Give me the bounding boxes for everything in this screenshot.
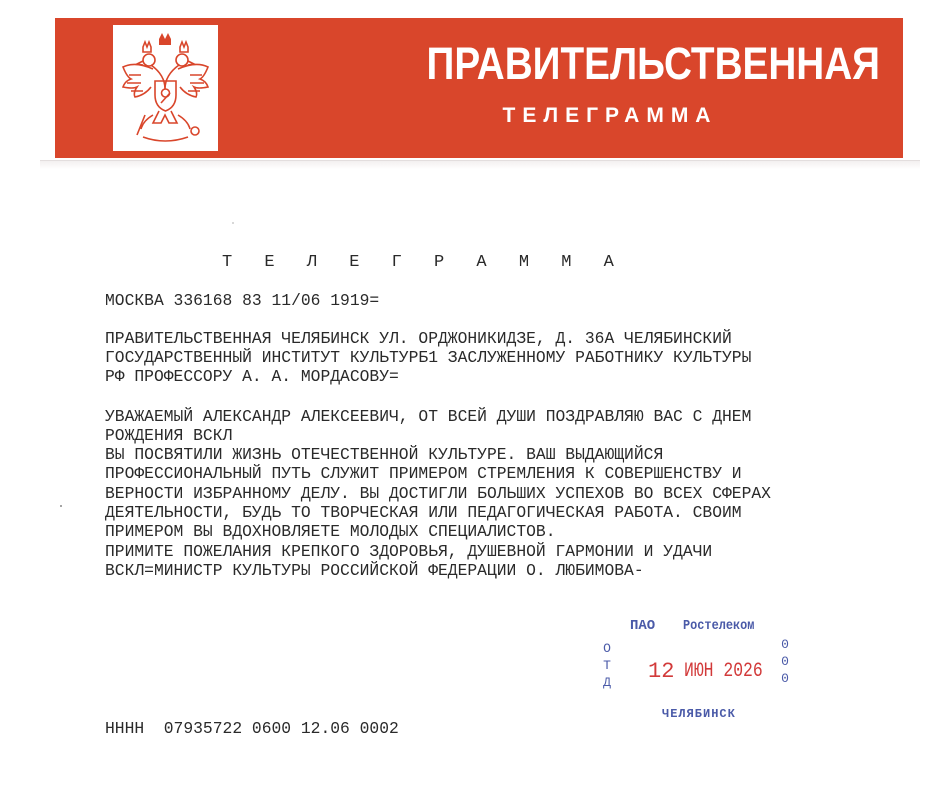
footer-service-line: НННН 07935722 0600 12.06 0002	[105, 720, 399, 739]
signature-line: ВСКЛ=МИНИСТР КУЛЬТУРЫ РОССИЙСКОЙ ФЕДЕРАЦИИ О. ЛЮБИМОВА-	[105, 562, 644, 581]
stamp-letter: Д	[603, 675, 611, 690]
address-line: ПРАВИТЕЛЬСТВЕННАЯ ЧЕЛЯБИНСК УЛ. ОРДЖОНИКИДЗЕ, Д. 36А ЧЕЛЯБИНСКИЙ	[105, 330, 732, 349]
body-line: ПРОФЕССИОНАЛЬНЫЙ ПУТЬ СЛУЖИТ ПРИМЕРОМ СТРЕМЛЕНИЯ К СОВЕРШЕНСТВУ И	[105, 465, 742, 484]
stamp-org-name: Ростелеком	[683, 618, 755, 634]
coat-of-arms-emblem	[113, 25, 218, 151]
stamp-digit: 0	[781, 671, 789, 686]
body-line: ПРИМЕРОМ ВЫ ВДОХНОВЛЯЕТЕ МОЛОДЫХ СПЕЦИАЛИСТОВ.	[105, 523, 556, 542]
stamp-month-year: ИЮН 2026	[684, 660, 763, 683]
stamp-day: 12	[648, 659, 675, 684]
header-banner	[55, 18, 903, 158]
stamp-city: ЧЕЛЯБИНСК	[662, 707, 736, 721]
address-line: РФ ПРОФЕССОРУ А. А. МОРДАСОВУ=	[105, 368, 399, 387]
stamp-letter: О	[603, 641, 611, 656]
telegram-heading: Т Е Л Е Г Р А М М А	[222, 253, 625, 272]
body-line: УВАЖАЕМЫЙ АЛЕКСАНДР АЛЕКСЕЕВИЧ, ОТ ВСЕЙ ДУШИ ПОЗДРАВЛЯЮ ВАС С ДНЕМ	[105, 408, 752, 427]
body-line: РОЖДЕНИЯ ВСКЛ	[105, 427, 233, 446]
body-line: ВЕРНОСТИ ИЗБРАННОМУ ДЕЛУ. ВЫ ДОСТИГЛИ БОЛЬШИХ УСПЕХОВ ВО ВСЕХ СФЕРАХ	[105, 485, 771, 504]
banner-title: ПРАВИТЕЛЬСТВЕННАЯ	[426, 38, 880, 89]
origin-line: МОСКВА 336168 83 11/06 1919=	[105, 292, 380, 311]
stamp-letter: Т	[603, 658, 611, 673]
stamp-digit: 0	[781, 637, 789, 652]
tear-line-divider	[40, 160, 920, 169]
stamp-dept-letters	[600, 640, 614, 691]
double-headed-eagle-icon	[113, 25, 218, 151]
stamp-right-digits	[778, 636, 792, 687]
body-line: ДЕЯТЕЛЬНОСТИ, БУДЬ ТО ТВОРЧЕСКАЯ ИЛИ ПЕДАГОГИЧЕСКАЯ РАБОТА. СВОИМ	[105, 504, 742, 523]
banner-subtitle: ТЕЛЕГРАММА	[502, 104, 718, 127]
scan-speck	[60, 505, 62, 507]
body-line: ВЫ ПОСВЯТИЛИ ЖИЗНЬ ОТЕЧЕСТВЕННОЙ КУЛЬТУРЕ. ВАШ ВЫДАЮЩИЙСЯ	[105, 446, 664, 465]
body-line: ПРИМИТЕ ПОЖЕЛАНИЯ КРЕПКОГО ЗДОРОВЬЯ, ДУШЕВНОЙ ГАРМОНИИ И УДАЧИ	[105, 543, 713, 562]
stamp-digit: 0	[781, 654, 789, 669]
stamp-org-prefix: ПАО	[630, 618, 656, 634]
scan-speck	[232, 222, 234, 224]
address-line: ГОСУДАРСТВЕННЫЙ ИНСТИТУТ КУЛЬТУРБ1 ЗАСЛУЖЕННОМУ РАБОТНИКУ КУЛЬТУРЫ	[105, 349, 752, 368]
